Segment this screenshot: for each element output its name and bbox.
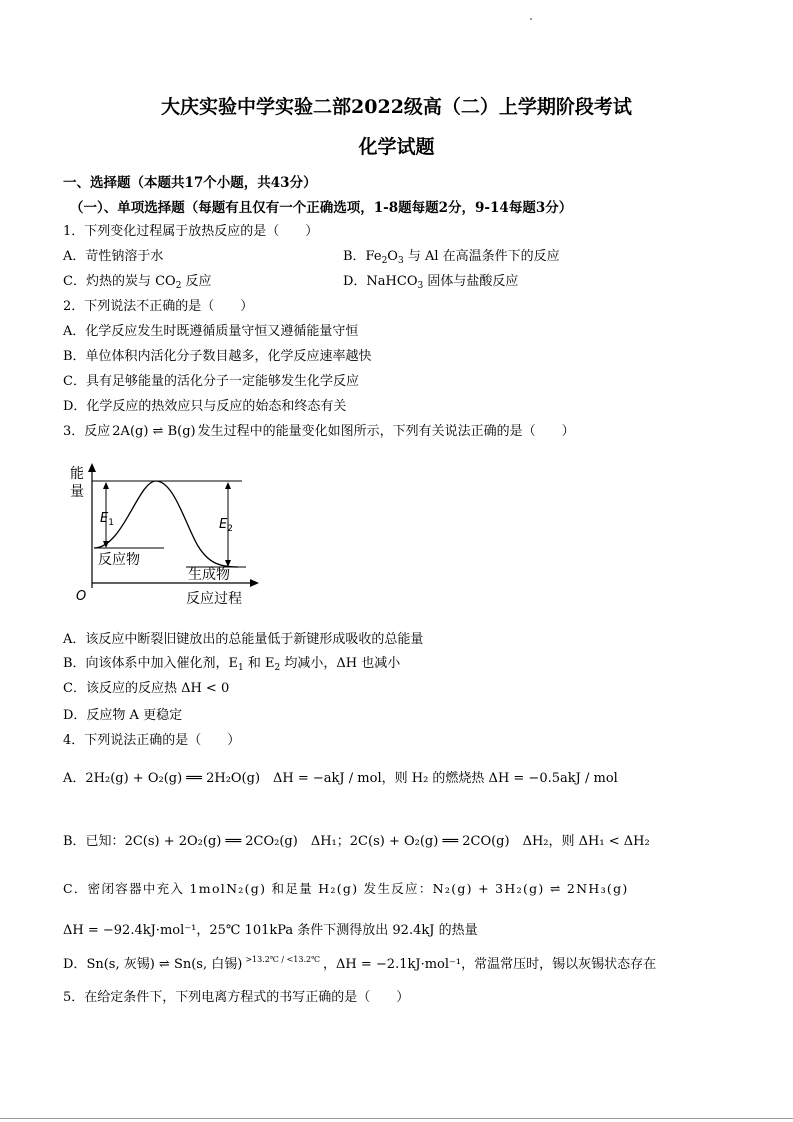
q3-equation: 2A(g) ⇌ B(g): [112, 424, 196, 439]
q4-b-equation-2: 2C(s) + O₂(g) ══ 2CO(g) ΔH₂: [349, 834, 549, 849]
q4-option-c-line2: ΔH = −92.4kJ·mol⁻¹，25℃ 101kPa 条件下测得放出 92.4kJ 的热量: [63, 923, 478, 938]
q5-stem: 5．在给定条件下，下列电离方程式的书写正确的是（ ）: [63, 990, 410, 1005]
scan-speck: [530, 18, 532, 20]
e1-arrow-top: [103, 482, 109, 489]
page-bottom-rule: [0, 1118, 793, 1119]
y-axis-label-2: 量: [70, 484, 84, 500]
reactant-label: 反应物: [98, 552, 140, 568]
q1-option-b: B．$Fe_2O_3$ 与 Al 在高温条件下的反应: [343, 249, 560, 266]
e1-label: $E_1$: [100, 511, 114, 528]
y-axis-label-1: 能: [70, 466, 84, 482]
q4-d-equation: Sn(s, 灰锡) ⇌ Sn(s, 白锡): [86, 957, 243, 972]
q2-option-b: B．单位体积内活化分子数目越多，化学反应速率越快: [63, 349, 372, 364]
q3-option-a: A．该反应中断裂旧键放出的总能量低于新键形成吸收的总能量: [63, 632, 424, 647]
e2-arrow-top: [225, 482, 231, 489]
exam-title: 大庆实验中学实验二部2022级高（二）上学期阶段考试: [161, 96, 632, 118]
q3-stem: 3．反应 2A(g) ⇌ B(g) 发生过程中的能量变化如图所示，下列有关说法正确的是（ ）: [63, 424, 575, 439]
q4-option-a: A．2H₂(g) + O₂(g) ══ 2H₂O(g) ΔH = −akJ / mol，则 H₂ 的燃烧热 ΔH = −0.5akJ / mol: [63, 771, 618, 786]
q4-option-c-line1: C．密闭容器中充入 1molN₂(g) 和足量 H₂(g) 发生反应：N₂(g) + 3H₂(g) ⇌ 2NH₃(g): [63, 881, 629, 896]
y-axis-arrow: [88, 463, 96, 472]
origin-label: O: [76, 589, 87, 604]
x-axis-label: 反应过程: [186, 591, 242, 607]
q2-stem: 2．下列说法不正确的是（ ）: [63, 299, 254, 314]
exam-subtitle: 化学试题: [358, 136, 435, 158]
q3-option-c: C．该反应的反应热 ΔH < 0: [63, 681, 230, 696]
q2-option-c: C．具有足够能量的活化分子一定能够发生化学反应: [63, 374, 359, 389]
q2-option-a: A．化学反应发生时既遵循质量守恒又遵循能量守恒: [63, 324, 359, 339]
q4-a-equation: 2H₂(g) + O₂(g) ══ 2H₂O(g) ΔH = −akJ / mol: [85, 771, 382, 786]
q4-option-d: D．Sn(s, 灰锡) ⇌ Sn(s, 白锡) $^{>13.2℃ / <13.2℃}$ ，ΔH = −2.1kJ·mol⁻¹，常温常压时，锡以灰锡状态存在: [63, 955, 657, 972]
q1-option-c: C．灼热的炭与 $CO_2$ 反应: [63, 274, 212, 291]
product-label: 生成物: [188, 567, 230, 583]
section-subheading: （一）、单项选择题（每题有且仅有一个正确选项，1-8题每题2分，9-14每题3分）: [70, 200, 573, 216]
q1-option-a: A．苛性钠溶于水: [63, 249, 164, 264]
q1-option-d: D．NaHCO$_3$ 固体与盐酸反应: [343, 274, 519, 291]
x-axis-arrow: [250, 579, 259, 587]
q3-option-b: B．向该体系中加入催化剂，$E_1$ 和 $E_2$ 均减小，ΔH 也减小: [63, 656, 401, 673]
q4-b-equation-1: 2C(s) + 2O₂(g) ══ 2CO₂(g) ΔH₁: [124, 834, 337, 849]
energy-diagram: [68, 460, 268, 610]
q3-option-d: D．反应物 A 更稳定: [63, 708, 183, 723]
q2-option-d: D．化学反应的热效应只与反应的始态和终态有关: [63, 399, 347, 414]
q4-stem: 4．下列说法正确的是（ ）: [63, 733, 241, 748]
e1-arrow-bottom: [103, 541, 109, 548]
q4-option-b: B．已知：2C(s) + 2O₂(g) ══ 2CO₂(g) ΔH₁；2C(s) + O₂(g) ══ 2CO(g) ΔH₂，则 ΔH₁ < ΔH₂: [63, 834, 650, 849]
section-heading: 一、选择题（本题共17个小题，共43分）: [63, 175, 317, 191]
q4-d-condition: >13.2℃ / <13.2℃: [245, 955, 321, 964]
e2-label: $E_2$: [219, 517, 233, 534]
q1-stem: 1．下列变化过程属于放热反应的是（ ）: [63, 224, 319, 239]
